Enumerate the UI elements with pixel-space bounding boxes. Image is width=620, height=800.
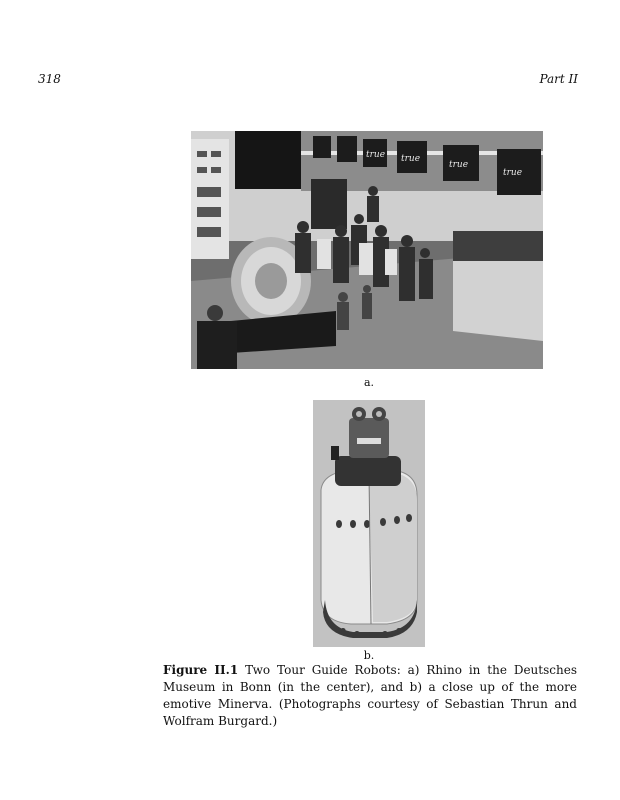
page-number: 318 xyxy=(38,72,61,86)
caption-label: Figure II.1 xyxy=(163,663,239,677)
subfigure-label-a: a. xyxy=(363,376,375,389)
subfigure-label-b: b. xyxy=(363,649,375,662)
banner-text: true xyxy=(366,150,386,160)
photo-rhino-museum xyxy=(191,131,543,369)
banner-text: true xyxy=(449,160,469,170)
banner-text: true xyxy=(503,168,523,178)
caption-text: Two Tour Guide Robots: a) Rhino in the Deutsches Museum in Bonn (in the center), and b) a close up of the more emotive Minerva. (Photographs courtesy of Sebastian Thrun and Wolfram Burgard.) xyxy=(163,663,577,728)
photo-minerva-robot xyxy=(313,400,425,647)
banner-text: true xyxy=(401,154,421,164)
figure-caption xyxy=(163,662,577,730)
running-header: Part II xyxy=(539,72,578,86)
